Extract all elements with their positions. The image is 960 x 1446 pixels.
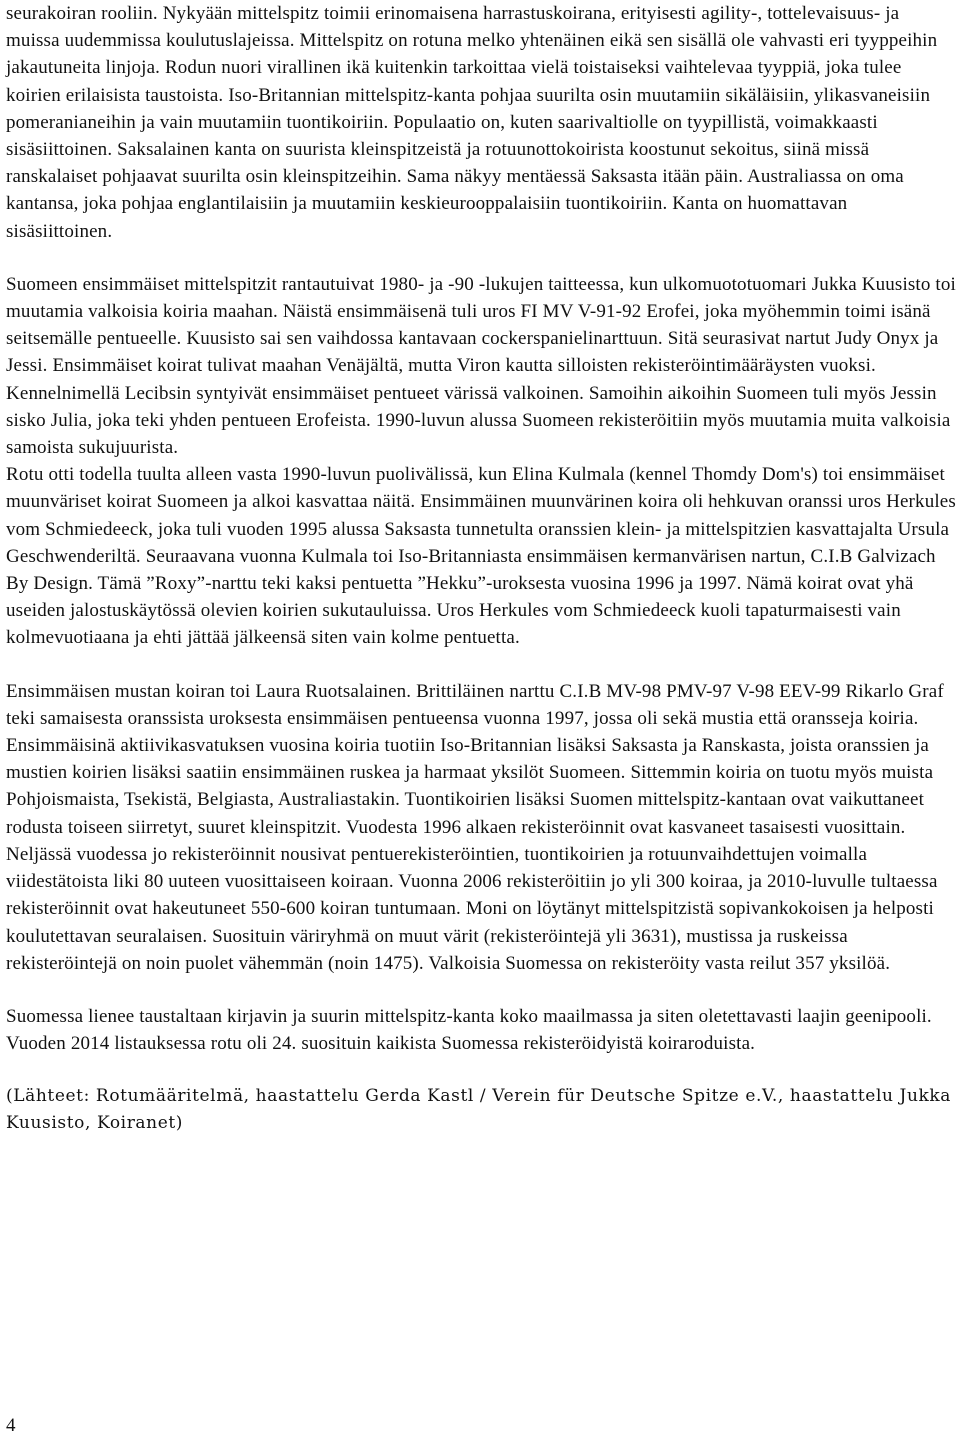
paragraph-coloured-dogs: Rotu otti todella tuulta alleen vasta 1990-luvun puolivälissä, kun Elina Kulmala (kennel Thomdy Dom's) toi ensimmäiset muunväriset koirat Suomeen ja alkoi kasvattaa näitä. Ensimmäinen muunvärinen koira oli hehkuvan oranssi uros Herkules vom Schmiedeeck, joka tuli vuoden 1995 alussa Saksasta tunnetulta oranssien klein- ja mittelspitzien kasvattajalta Ursula Geschwenderiltä. Seuraavana vuonna Kulmala toi Iso-Britanniasta ensimmäisen kermanvärisen nartun, C.I.B Galvizach By Design. Tämä ”Roxy”-narttu teki kaksi pentuetta ”Hekku”-uroksesta vuosina 1996 ja 1997. Nämä koirat ovat yhä useiden jalostuskäytössä olevien koirien sukutauluissa. Uros Herkules vom Schmiedeeck kuoli tapaturmaisesti vain kolmevuotiaana ja ehti jättää jälkeensä siten vain kolme pentuetta. (6, 464, 956, 649)
paragraph-finnish-population: Suomessa lienee taustaltaan kirjavin ja suurin mittelspitz-kanta koko maailmassa ja siten oletettavasti laajin geenipooli. Vuoden 2014 listauksessa rotu oli 24. suosituin kaikista Suomessa rekisteröidyistä koiraroduista. (6, 1005, 932, 1055)
paragraph-breed-lines: seurakoiran rooliin. Nykyään mittelspitz toimii erinomaisena harrastuskoirana, erityisesti agility-, tottelevaisuus- ja muissa uudemmissa koulutuslajeissa. Mittelspitz on rotuna melko yhtenäinen eikä sen sisällä ole vahvasti eri tyyppeihin jakautuneita linjoja. Rodun nuori virallinen ikä kuitenkin tarkoittaa vielä toistaiseksi vaihtelevaa tyyppiä, joka tulee koirien erilaisista taustoista. Iso-Britannian mittelspitz-kanta pohjaa suurilta osin muutamiin sikäläisiin, ylikasvaneisiin pomeranianeihin ja vain muutamiin tuontikoiriin. Populaatio on, kuten saarivaltiolle on tyypillistä, voimakkaasti sisäsiittoinen. Saksalainen kanta on suurista kleinspitzeistä ja rotuunottokoirista koostunut sekoitus, siinä missä ranskalaiset pohjaavat suurilta osin kleinspitzeihin. Sama näkyy mentäessä Saksasta itään päin. Australiassa on oma kantansa, joka pohjaa englantilaisiin ja muutamiin keskieurooppalaisiin tuontikoiriin. Kanta on huomattavan sisäsiittoinen. (6, 3, 938, 242)
page-number: 4 (6, 1415, 16, 1436)
document-body (6, 0, 956, 1137)
paragraph-sources: (Lähteet: Rotumääritelmä, haastattelu Gerda Kastl / Verein für Deutsche Spitze e.V., haastattelu Jukka Kuusisto, Koiranet) (6, 1086, 952, 1134)
paragraph-black-dogs-registrations: Ensimmäisen mustan koiran toi Laura Ruotsalainen. Brittiläinen narttu C.I.B MV-98 PMV-97 V-98 EEV-99 Rikarlo Graf teki samaisesta oranssista uroksesta ensimmäisen pentueensa vuonna 1997, jossa oli sekä mustia että oransseja koiria. Ensimmäisinä aktiivikasvatuksen vuosina koiria tuotiin Iso-Britannian lisäksi Saksasta ja Ranskasta, joista oranssien ja mustien koirien lisäksi saatiin ensimmäinen ruskea ja harmaat yksilöt Suomeen. Sittemmin koiria on tuotu myös muista Pohjoismaista, Tsekistä, Belgiasta, Australiastakin. Tuontikoirien lisäksi Suomen mittelspitz-kantaan ovat vaikuttaneet rodusta toiseen siirretyt, suuret kleinspitzit. Vuodesta 1996 alkaen rekisteröinnit ovat kasvaneet tasaisesti vuosittain. Neljässä vuodessa jo rekisteröinnit nousivat pentuerekisteröintien, tuontikoirien ja rotuunvaihdettujen voimalla viidestätoista liki 80 uuteen vuosittaiseen koiraan. Vuonna 2006 rekisteröitiin jo yli 300 koiraa, ja 2010-luvulle tultaessa rekisteröinnit ovat hakeutuneet 550-600 koiran tuntumaan. Moni on löytänyt mittelspitzistä sopivankokoisen ja helposti koulutettavan seuralaisen. Suosituin väriryhmä on muut värit (rekisteröintejä yli 3631), mustissa ja ruskeissa rekisteröintejä on noin puolet vähemmän (noin 1475). Valkoisia Suomessa on rekisteröity vasta reilut 357 yksilöä. (6, 680, 944, 974)
paragraph-first-imports: Suomeen ensimmäiset mittelspitzit rantautuivat 1980- ja -90 -lukujen taitteessa, kun ulkomuototuomari Jukka Kuusisto toi muutamia valkoisia koiria maahan. Näistä ensimmäisenä tuli uros FI MV V-91-92 Erofei, joka myöhemmin toimi isänä seitsemälle pentueelle. Kuusisto sai sen vaihdossa kantavaan cockerspanielinarttuun. Sitä seurasivat nartut Judy Onyx ja Jessi. Ensimmäiset koirat tulivat maahan Venäjältä, mutta Viron kautta silloisten rekisteröintimääräysten vuoksi. Kennelnimellä Lecibsin syntyivät ensimmäiset pentueet värissä valkoinen. Samoihin aikoihin Suomeen tuli myös Jessin sisko Julia, joka teki yhden pentueen Erofeista. 1990-luvun alussa Suomeen rekisteröitiin myös muutamia muita valkoisia samoista sukujuurista. (6, 273, 956, 459)
